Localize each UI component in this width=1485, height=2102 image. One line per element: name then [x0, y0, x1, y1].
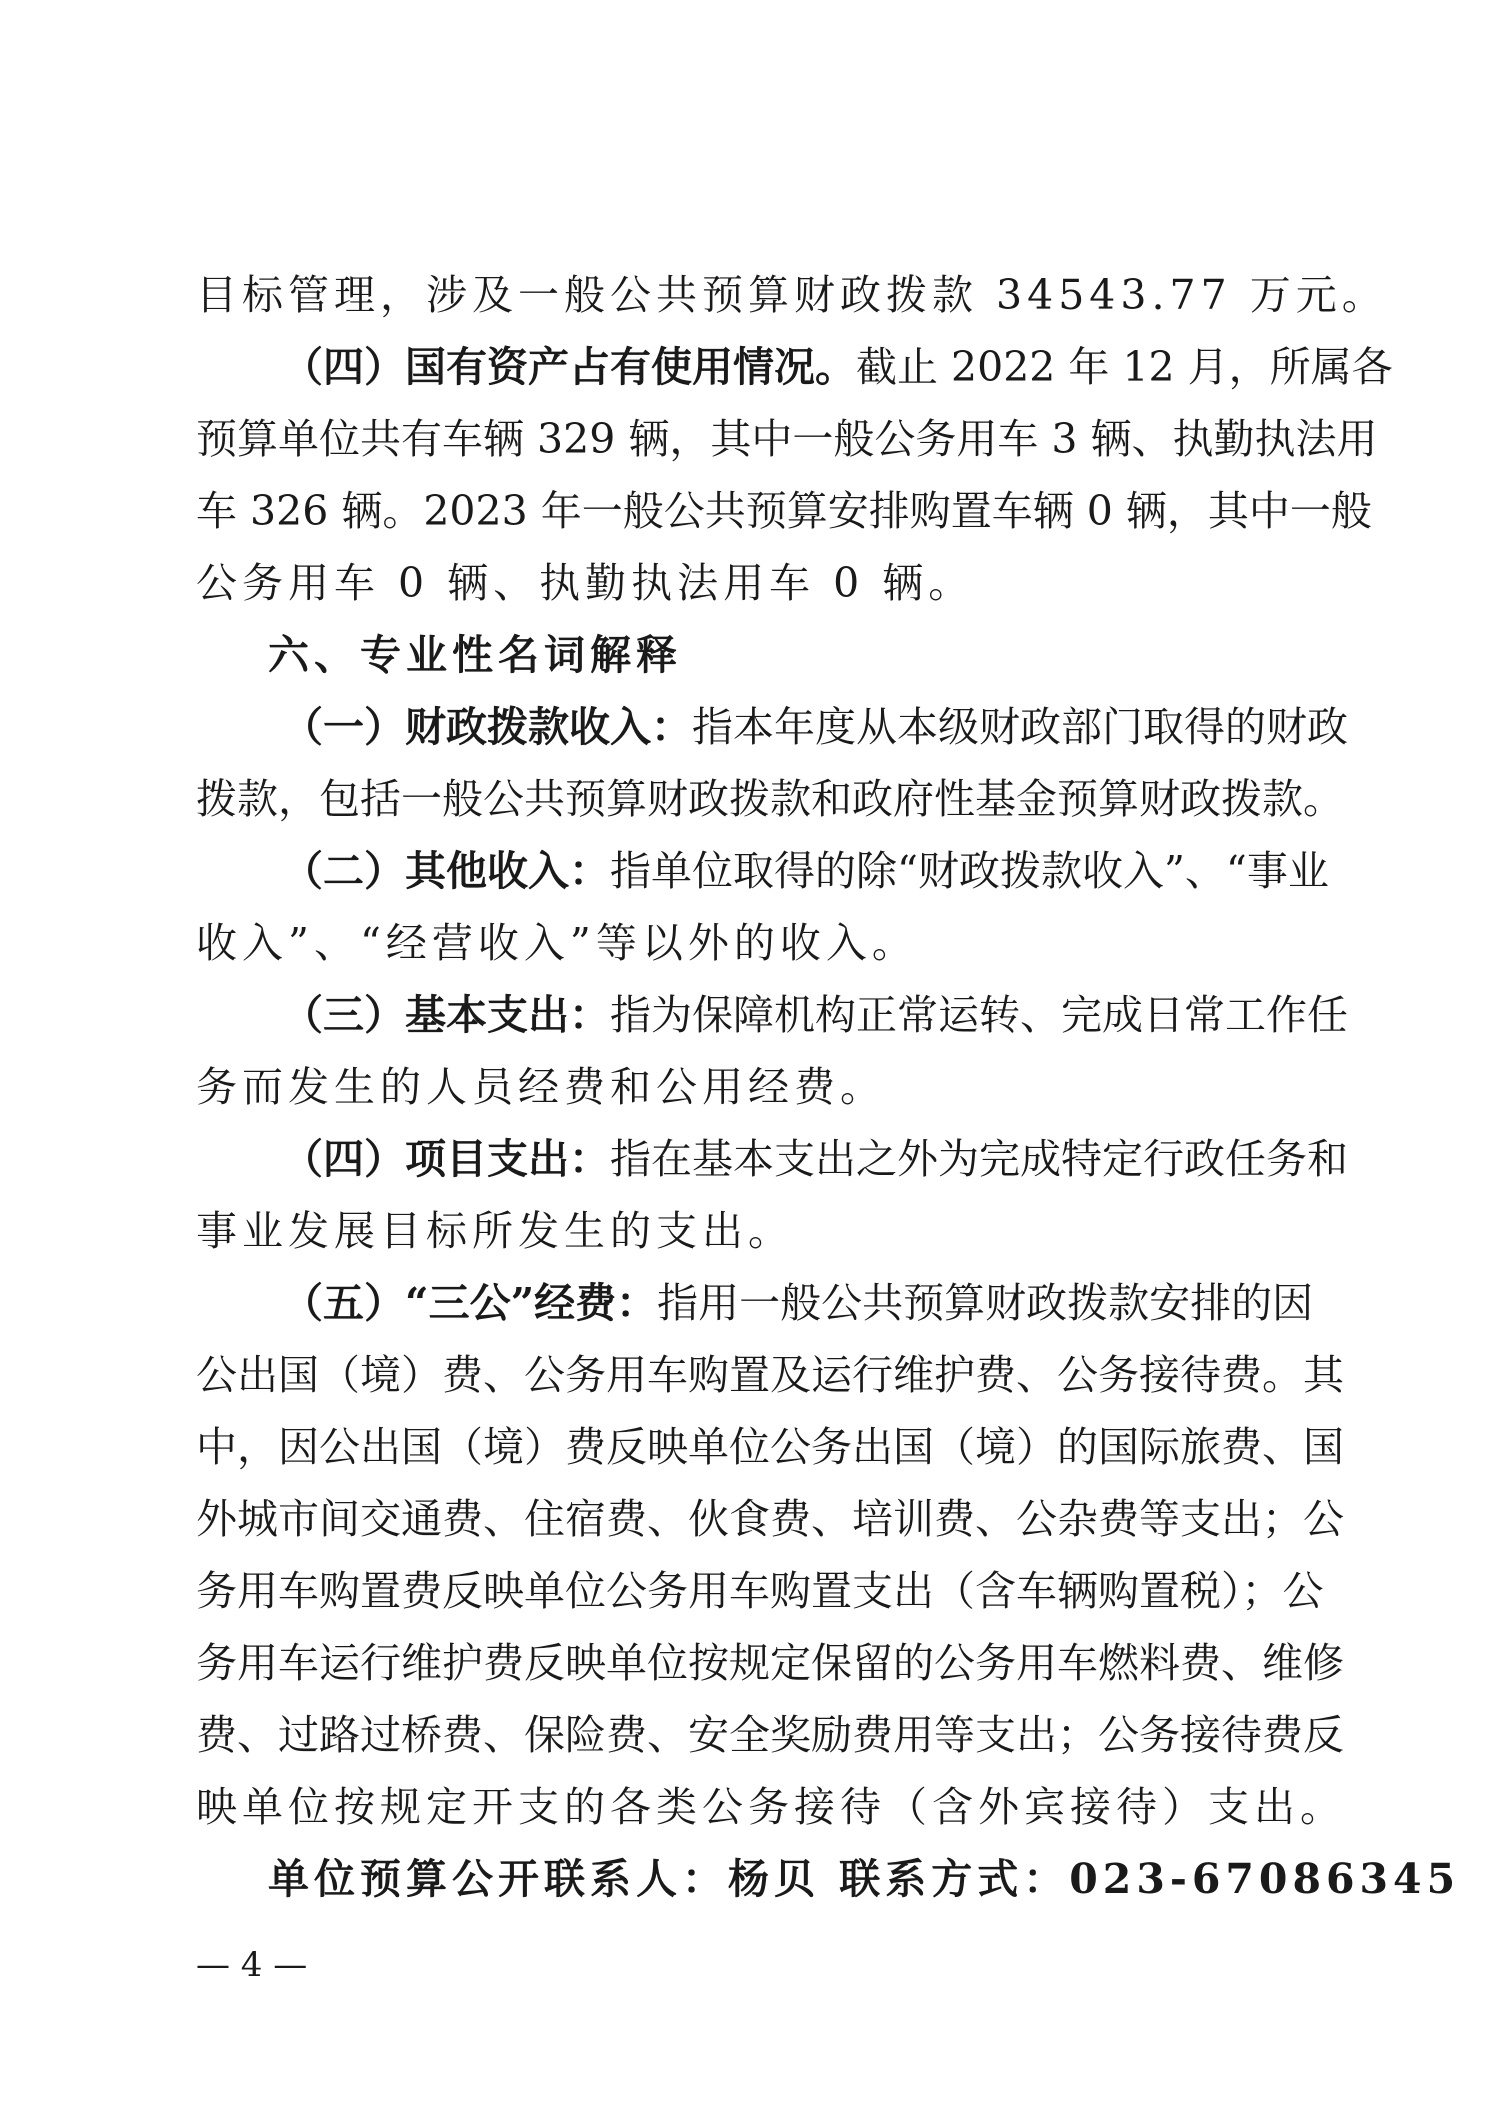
section-title: 六、专业性名词解释 — [268, 631, 682, 679]
paragraph-line-11: （三）基本支出：指为保障机构正常运转、完成日常工作任 — [282, 991, 1348, 1039]
term-label: （一）财政拨款收入： — [282, 703, 692, 751]
paragraph-line-2: （四）国有资产占有使用情况。截止 2022 年 12 月，所属各 — [282, 343, 1393, 391]
paragraph-line-13: （四）项目支出：指在基本支出之外为完成特定行政任务和 — [282, 1135, 1348, 1183]
term-label: （四）项目支出： — [282, 1135, 610, 1183]
paragraph-line-3: 预算单位共有车辆 329 辆，其中一般公务用车 3 辆、执勤执法用 — [196, 415, 1378, 463]
paragraph-line-15: （五）“三公”经费：指用一般公共预算财政拨款安排的因 — [282, 1279, 1314, 1327]
term-label: （五）“三公”经费： — [282, 1279, 658, 1327]
paragraph-line-1: 目标管理，涉及一般公共预算财政拨款 34543.77 万元。 — [196, 271, 1388, 319]
paragraph-line-18: 外城市间交通费、住宿费、伙食费、培训费、公杂费等支出；公 — [196, 1495, 1344, 1543]
paragraph-line-17: 中，因公出国（境）费反映单位公务出国（境）的国际旅费、国 — [196, 1423, 1344, 1471]
paragraph-line-10: 收入”、“经营收入”等以外的收入。 — [196, 919, 918, 967]
page-number: — 4 — — [196, 1945, 308, 1985]
paragraph-line-8: 拨款，包括一般公共预算财政拨款和政府性基金预算财政拨款。 — [196, 775, 1344, 823]
paragraph-line-9: （二）其他收入：指单位取得的除“财政拨款收入”、“事业 — [282, 847, 1329, 895]
paragraph-line-22: 映单位按规定开支的各类公务接待（含外宾接待）支出。 — [196, 1783, 1346, 1831]
paragraph-line-16: 公出国（境）费、公务用车购置及运行维护费、公务接待费。其 — [196, 1351, 1344, 1399]
section-heading: （四）国有资产占有使用情况。 — [282, 343, 856, 391]
term-label: （三）基本支出： — [282, 991, 610, 1039]
paragraph-line-19: 务用车购置费反映单位公务用车购置支出（含车辆购置税）；公 — [196, 1567, 1324, 1615]
term-label: （二）其他收入： — [282, 847, 610, 895]
paragraph-line-20: 务用车运行维护费反映单位按规定保留的公务用车燃料费、维修 — [196, 1639, 1344, 1687]
contact-line: 单位预算公开联系人：杨贝 联系方式：023-67086345 — [268, 1855, 1461, 1903]
paragraph-line-5: 公务用车 0 辆、执勤执法用车 0 辆。 — [196, 559, 975, 607]
paragraph-line-12: 务而发生的人员经费和公用经费。 — [196, 1063, 886, 1111]
paragraph-line-21: 费、过路过桥费、保险费、安全奖励费用等支出；公务接待费反 — [196, 1711, 1344, 1759]
paragraph-line-7: （一）财政拨款收入：指本年度从本级财政部门取得的财政 — [282, 703, 1348, 751]
paragraph-line-14: 事业发展目标所发生的支出。 — [196, 1207, 794, 1255]
paragraph-line-4: 车 326 辆。2023 年一般公共预算安排购置车辆 0 辆，其中一般 — [196, 487, 1372, 535]
